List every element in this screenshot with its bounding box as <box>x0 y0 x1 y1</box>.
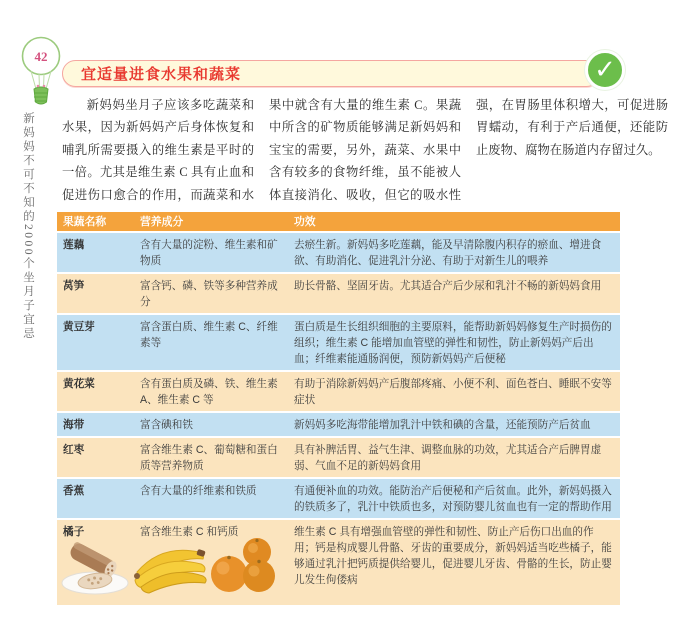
check-badge <box>585 50 625 90</box>
intro-paragraph: 新妈妈坐月子应该多吃蔬菜和水果，因为新妈妈产后身体恢复和哺乳所需要摄入的维生素是平时的一倍。尤其是维生素 C 具有止血和促进伤口愈合的作用，而蔬菜和水果中就含有大量的维生素 C。果蔬中所含的矿物质能够满足新妈妈和宝宝的需要，另外，蔬菜、水果中含有较多的食物纤维，虽不能被人体直接消化、吸收，但它的吸水性强，在胃肠里体积增大，可促进肠胃蠕动，有利于产后通便，还能防止废物、腐物在肠道内存留过久。 <box>62 98 668 202</box>
table-row <box>57 372 620 411</box>
section-heading-title: 宜适量进食水果和蔬菜 <box>81 66 242 83</box>
cell-effect: 新妈妈多吃海带能增加乳汁中铁和碘的含量，还能预防产后贫血 <box>294 419 591 431</box>
cell-nutrition: 富含维生素 C、葡萄糖和蛋白质等营养物质 <box>140 444 278 472</box>
cell-effect: 去瘀生新。新妈妈多吃莲藕，能及早清除腹内积存的瘀血、增进食欲、有助消化、促进乳汁分泌、有助于对新生儿的喂养 <box>294 239 602 267</box>
hot-air-balloon-icon <box>16 36 68 108</box>
cell-name: 黄豆芽 <box>63 321 95 333</box>
cell-name: 红枣 <box>63 444 85 456</box>
check-icon: ✓ <box>594 54 616 84</box>
table-row <box>57 274 620 313</box>
intro-text-columns <box>62 94 668 210</box>
col-header-effect: 功效 <box>294 216 316 228</box>
cell-name: 橘子 <box>63 526 85 538</box>
cell-effect: 具有补脾活胃、益气生津、调整血脉的功效，尤其适合产后脾胃虚弱、气血不足的新妈妈食用 <box>294 444 602 472</box>
cell-effect: 维生素 C 具有增强血管壁的弹性和韧性、防止产后伤口出血的作用；钙是构成婴儿骨骼、牙齿的重要成分，新妈妈适当吃些橘子，能够通过乳汁把钙质提供给婴儿，促进婴儿牙齿、骨骼的生长，防止婴儿发生佝偻病 <box>294 526 612 586</box>
page-number: 42 <box>34 49 48 64</box>
cell-name: 香蕉 <box>63 485 85 497</box>
cell-effect: 助长骨骼、坚固牙齿。尤其适合产后少尿和乳汁不畅的新妈妈食用 <box>294 280 602 292</box>
cell-nutrition: 富含钙、磷、铁等多种营养成分 <box>140 280 278 308</box>
section-heading-bar <box>62 60 600 87</box>
book-spine-title: 新妈妈不可不知的2000个坐月子宜忌 <box>22 112 34 341</box>
cell-nutrition: 富含蛋白质、维生素 C、纤维素等 <box>140 321 278 349</box>
cell-nutrition: 富含碘和铁 <box>140 419 193 431</box>
bananas-image <box>131 538 209 600</box>
table-row <box>57 479 620 518</box>
table-header-row <box>57 212 620 231</box>
cell-nutrition: 富含维生素 C 和钙质 <box>140 526 239 538</box>
cell-nutrition: 含有大量的纤维素和铁质 <box>140 485 257 497</box>
cell-nutrition: 含有大量的淀粉、维生素和矿物质 <box>140 239 278 267</box>
col-header-name: 果蔬名称 <box>63 216 107 228</box>
table-row <box>57 233 620 272</box>
cell-effect: 有助于消除新妈妈产后腹部疼痛、小便不利、面色苍白、睡眠不安等症状 <box>294 378 612 406</box>
table-row <box>57 413 620 436</box>
cell-name: 黄花菜 <box>63 378 95 390</box>
col-header-nutrition: 营养成分 <box>140 216 184 228</box>
cell-name: 海带 <box>63 419 85 431</box>
lotus-root-image <box>60 536 130 601</box>
table-row <box>57 315 620 370</box>
cell-name: 莴笋 <box>63 280 85 292</box>
cell-effect: 有通便补血的功效。能防治产后便秘和产后贫血。此外，新妈妈摄入的铁质多了，乳汁中铁质也多，对预防婴儿贫血也有一定的帮助作用 <box>294 485 612 513</box>
cell-nutrition: 含有蛋白质及磷、铁、维生素 A、维生素 C 等 <box>140 378 278 406</box>
table-row <box>57 438 620 477</box>
cell-effect: 蛋白质是生长组织细胞的主要原料，能帮助新妈妈修复生产时损伤的组织；维生素 C 能增加血管壁的弹性和韧性，防止新妈妈产后出血；纤维素能通肠润便，预防新妈妈产后便秘 <box>294 321 612 365</box>
cell-name: 莲藕 <box>63 239 85 251</box>
oranges-image <box>207 536 279 599</box>
